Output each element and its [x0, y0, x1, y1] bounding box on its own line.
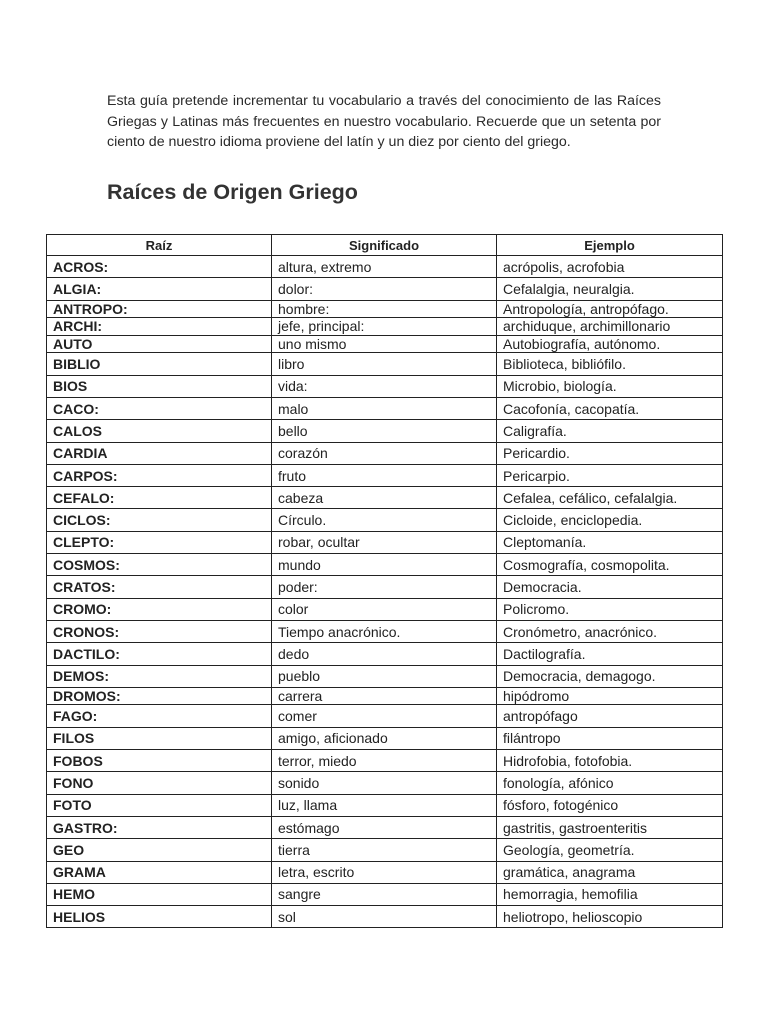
cell-raiz: ACROS: — [47, 256, 272, 278]
table-row — [47, 300, 723, 318]
cell-ejemplo: hemorragia, hemofilia — [497, 883, 723, 905]
cell-ejemplo: filántropo — [497, 727, 723, 749]
cell-raiz: HEMO — [47, 883, 272, 905]
cell-raiz: GRAMA — [47, 861, 272, 883]
cell-raiz: CLEPTO: — [47, 531, 272, 553]
cell-significado: estómago — [272, 816, 497, 838]
cell-ejemplo: Geología, geometría. — [497, 839, 723, 861]
header-raiz: Raíz — [47, 235, 272, 256]
table-row — [47, 750, 723, 772]
cell-raiz: CARPOS: — [47, 464, 272, 486]
cell-significado: Tiempo anacrónico. — [272, 620, 497, 642]
cell-raiz: CRATOS: — [47, 576, 272, 598]
table-row — [47, 375, 723, 397]
table-row — [47, 643, 723, 665]
table-row — [47, 397, 723, 419]
cell-ejemplo: Hidrofobia, fotofobia. — [497, 750, 723, 772]
table-row — [47, 464, 723, 486]
table-row — [47, 816, 723, 838]
table-row — [47, 442, 723, 464]
cell-raiz: FONO — [47, 772, 272, 794]
cell-significado: Círculo. — [272, 509, 497, 531]
cell-ejemplo: Cefalalgia, neuralgia. — [497, 278, 723, 300]
cell-significado: sol — [272, 906, 497, 928]
table-row — [47, 883, 723, 905]
cell-significado: carrera — [272, 687, 497, 705]
table-row — [47, 509, 723, 531]
cell-raiz: ANTROPO: — [47, 300, 272, 318]
cell-raiz: HELIOS — [47, 906, 272, 928]
cell-ejemplo: Policromo. — [497, 598, 723, 620]
cell-raiz: CRONOS: — [47, 620, 272, 642]
cell-ejemplo: Pericarpio. — [497, 464, 723, 486]
table-header-row — [47, 235, 723, 256]
table-row — [47, 576, 723, 598]
cell-raiz: DROMOS: — [47, 687, 272, 705]
cell-ejemplo: Democracia, demagogo. — [497, 665, 723, 687]
cell-significado: dedo — [272, 643, 497, 665]
cell-ejemplo: archiduque, archimillonario — [497, 318, 723, 336]
table-row — [47, 772, 723, 794]
cell-significado: dolor: — [272, 278, 497, 300]
cell-ejemplo: gastritis, gastroenteritis — [497, 816, 723, 838]
cell-raiz: FOTO — [47, 794, 272, 816]
cell-ejemplo: Democracia. — [497, 576, 723, 598]
section-title: Raíces de Origen Griego — [107, 180, 358, 204]
cell-significado: vida: — [272, 375, 497, 397]
cell-significado: pueblo — [272, 665, 497, 687]
cell-raiz: GEO — [47, 839, 272, 861]
cell-raiz: BIOS — [47, 375, 272, 397]
cell-significado: uno mismo — [272, 335, 497, 353]
cell-significado: color — [272, 598, 497, 620]
cell-raiz: BIBLIO — [47, 353, 272, 375]
cell-raiz: COSMOS: — [47, 554, 272, 576]
cell-significado: luz, llama — [272, 794, 497, 816]
table-row — [47, 727, 723, 749]
cell-raiz: DACTILO: — [47, 643, 272, 665]
cell-ejemplo: Dactilografía. — [497, 643, 723, 665]
table-row — [47, 687, 723, 705]
cell-ejemplo: gramática, anagrama — [497, 861, 723, 883]
cell-ejemplo: Caligrafía. — [497, 420, 723, 442]
cell-ejemplo: acrópolis, acrofobia — [497, 256, 723, 278]
cell-raiz: ALGIA: — [47, 278, 272, 300]
cell-raiz: CARDIA — [47, 442, 272, 464]
cell-raiz: CALOS — [47, 420, 272, 442]
table-row — [47, 861, 723, 883]
cell-significado: fruto — [272, 464, 497, 486]
cell-significado: jefe, principal: — [272, 318, 497, 336]
cell-ejemplo: Cicloide, enciclopedia. — [497, 509, 723, 531]
cell-ejemplo: Microbio, biología. — [497, 375, 723, 397]
table-row — [47, 705, 723, 727]
cell-raiz: AUTO — [47, 335, 272, 353]
cell-significado: hombre: — [272, 300, 497, 318]
table-row — [47, 318, 723, 336]
cell-raiz: CACO: — [47, 397, 272, 419]
cell-ejemplo: Biblioteca, bibliófilo. — [497, 353, 723, 375]
cell-raiz: FAGO: — [47, 705, 272, 727]
cell-significado: poder: — [272, 576, 497, 598]
cell-significado: malo — [272, 397, 497, 419]
table-row — [47, 620, 723, 642]
cell-significado: mundo — [272, 554, 497, 576]
table-row — [47, 353, 723, 375]
cell-significado: cabeza — [272, 487, 497, 509]
cell-significado: sonido — [272, 772, 497, 794]
cell-significado: letra, escrito — [272, 861, 497, 883]
cell-raiz: FOBOS — [47, 750, 272, 772]
cell-significado: libro — [272, 353, 497, 375]
cell-significado: amigo, aficionado — [272, 727, 497, 749]
cell-significado: terror, miedo — [272, 750, 497, 772]
table-row — [47, 531, 723, 553]
cell-ejemplo: fonología, afónico — [497, 772, 723, 794]
cell-ejemplo: Cefalea, cefálico, cefalalgia. — [497, 487, 723, 509]
table-row — [47, 598, 723, 620]
header-ejemplo: Ejemplo — [497, 235, 723, 256]
cell-ejemplo: heliotropo, helioscopio — [497, 906, 723, 928]
cell-ejemplo: antropófago — [497, 705, 723, 727]
cell-significado: robar, ocultar — [272, 531, 497, 553]
cell-significado: corazón — [272, 442, 497, 464]
cell-ejemplo: fósforo, fotogénico — [497, 794, 723, 816]
roots-table — [46, 234, 723, 928]
cell-ejemplo: hipódromo — [497, 687, 723, 705]
table-row — [47, 794, 723, 816]
table-row — [47, 906, 723, 928]
cell-raiz: GASTRO: — [47, 816, 272, 838]
cell-ejemplo: Antropología, antropófago. — [497, 300, 723, 318]
cell-raiz: DEMOS: — [47, 665, 272, 687]
table-row — [47, 420, 723, 442]
cell-significado: bello — [272, 420, 497, 442]
cell-raiz: CROMO: — [47, 598, 272, 620]
table-row — [47, 278, 723, 300]
cell-significado: comer — [272, 705, 497, 727]
cell-ejemplo: Pericardio. — [497, 442, 723, 464]
cell-ejemplo: Cleptomanía. — [497, 531, 723, 553]
cell-significado: sangre — [272, 883, 497, 905]
header-significado: Significado — [272, 235, 497, 256]
cell-ejemplo: Cacofonía, cacopatía. — [497, 397, 723, 419]
cell-raiz: CICLOS: — [47, 509, 272, 531]
table-row — [47, 256, 723, 278]
cell-ejemplo: Autobiografía, autónomo. — [497, 335, 723, 353]
table-row — [47, 335, 723, 353]
table-row — [47, 839, 723, 861]
cell-significado: tierra — [272, 839, 497, 861]
table-row — [47, 487, 723, 509]
cell-significado: altura, extremo — [272, 256, 497, 278]
cell-raiz: CEFALO: — [47, 487, 272, 509]
intro-paragraph: Esta guía pretende incrementar tu vocabulario a través del conocimiento de las Raíces Griegas y Latinas más frecuentes en nuestro vocabulario. Recuerde que un setenta por ciento de nuestro idioma proviene del latín y un diez por ciento del griego. — [107, 93, 661, 150]
cell-ejemplo: Cosmografía, cosmopolita. — [497, 554, 723, 576]
cell-ejemplo: Cronómetro, anacrónico. — [497, 620, 723, 642]
table-row — [47, 665, 723, 687]
cell-raiz: FILOS — [47, 727, 272, 749]
table-body — [47, 256, 723, 928]
cell-raiz: ARCHI: — [47, 318, 272, 336]
table-row — [47, 554, 723, 576]
